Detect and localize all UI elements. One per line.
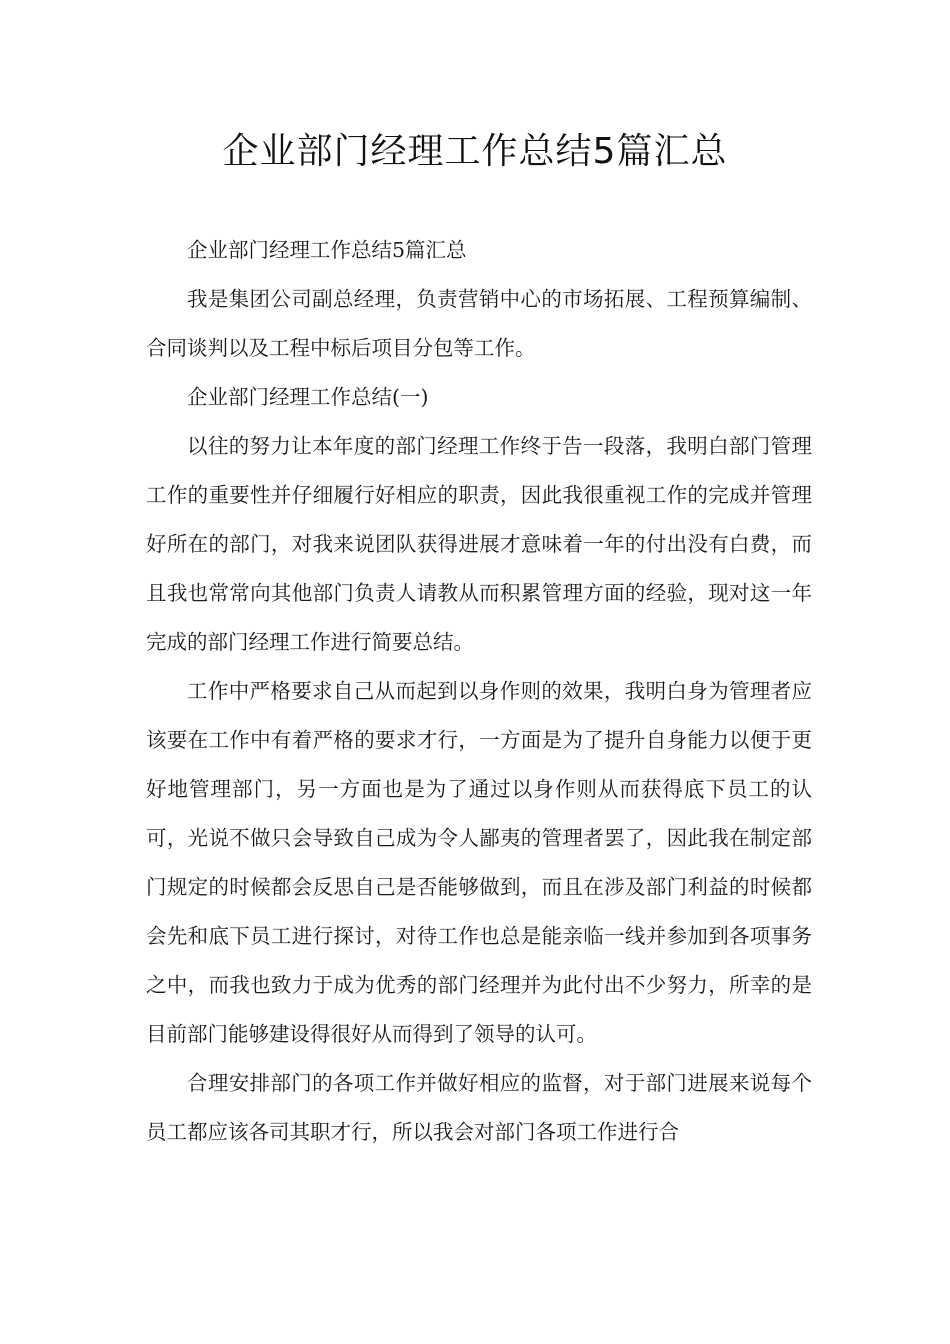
- paragraph-subtitle: 企业部门经理工作总结5篇汇总: [187, 238, 467, 262]
- paragraph: 合理安排部门的各项工作并做好相应的监督，对于部门进展来说每个员工都应该各司其职才行，所以我会对部门各项工作进行合: [146, 1071, 812, 1144]
- document-body: [146, 226, 812, 1157]
- document-title: 企业部门经理工作总结5篇汇总: [222, 131, 728, 172]
- paragraph: 以往的努力让本年度的部门经理工作终于告一段落，我明白部门管理工作的重要性并仔细履行好相应的职责，因此我很重视工作的完成并管理好所在的部门，对我来说团队获得进展才意味着一年的付出没有白费，而且我也常常向其他部门负责人请教从而积累管理方面的经验，现对这一年完成的部门经理工作进行简要总结。: [146, 434, 812, 654]
- paragraph: 工作中严格要求自己从而起到以身作则的效果，我明白身为管理者应该要在工作中有着严格的要求才行，一方面是为了提升自身能力以便于更好地管理部门，另一方面也是为了通过以身作则从而获得底下员工的认可，光说不做只会导致自己成为令人鄙夷的管理者罢了，因此我在制定部门规定的时候都会反思自己是否能够做到，而且在涉及部门利益的时候都会先和底下员工进行探讨，对待工作也总是能亲临一线并参加到各项事务之中，而我也致力于成为优秀的部门经理并为此付出不少努力，所幸的是目前部门能够建设得很好从而得到了领导的认可。: [146, 679, 812, 1046]
- paragraph-intro: 我是集团公司副总经理，负责营销中心的市场拓展、工程预算编制、合同谈判以及工程中标后项目分包等工作。: [146, 287, 812, 360]
- section-heading: 企业部门经理工作总结(一): [187, 385, 429, 409]
